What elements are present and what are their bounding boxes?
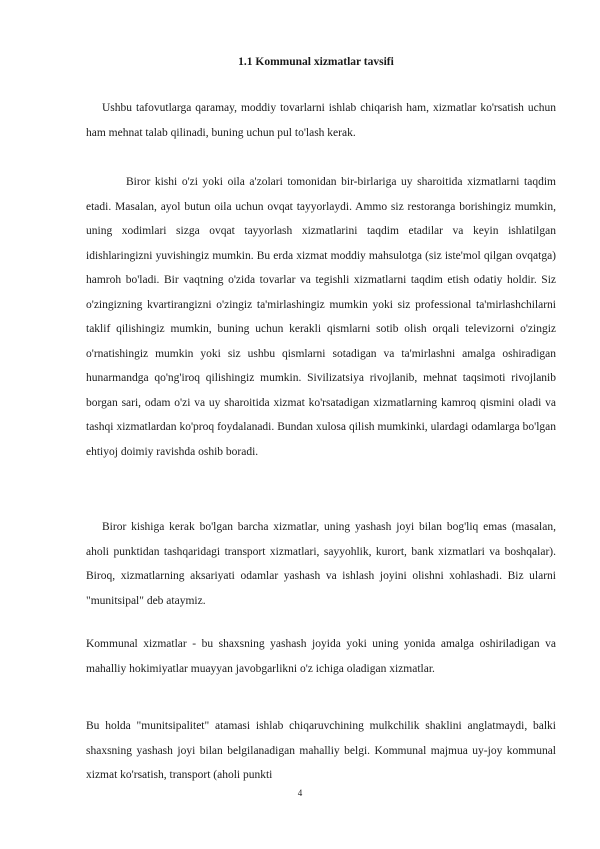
paragraph-3: Biror kishiga kerak bo'lgan barcha xizmatlar, uning yashash joyi bilan bog'liq emas (masalan, aholi punktidan tashqaridagi transport xizmatlari, sayyohlik, kurort, bank xizmatlari va boshqalar). Biroq, xizmatlarning aksariyati odamlar yashash va ishlash joyini olishni xohlashadi. Biz ularni "munitsipal" deb ataymiz. [86,521,556,607]
paragraph-4: Kommunal xizmatlar - bu shaxsning yashash joyida yoki uning yonida amalga oshiriladigan va mahalliy hokimiyatlar muayyan javobgarlikni o'z ichiga oladigan xizmatlar. [86,638,556,675]
paragraph-1: Ushbu tafovutlarga qaramay, moddiy tovarlarni ishlab chiqarish ham, xizmatlar ko'rsatish uchun ham mehnat talab qilinadi, buning uchun pul to'lash kerak. [86,102,556,139]
paragraph-2: Biror kishi o'zi yoki oila a'zolari tomonidan bir-birlariga uy sharoitida xizmatlarni taqdim etadi. Masalan, ayol butun oila uchun ovqat tayyorlaydi. Ammo siz restoranga borishingiz mumkin, uning xodimlari sizga ovqat tayyorlash xizmatlarini taqdim etadilar va keyin ishlatilgan idishlaringizni yuvishingiz mumkin. Bu erda xizmat moddiy mahsulotga (siz iste'mol qilgan ovqatga) hamroh bo'ladi. Bir vaqtning o'zida tovarlar va tegishli xizmatlarni taqdim etish odatiy holdir. Siz o'zingizning kvartirangizni o'zingiz ta'mirlashingiz mumkin yoki siz professional ta'mirlashchilarni taklif qilishingiz mumkin, buning uchun kerakli qismlarni sotib olish orqali televizorni o'zingiz o'rnatishingiz mumkin yoki siz ushbu qismlarni sotadigan va ta'mirlashni amalga oshiradigan hunarmandga qo'ng'iroq qilishingiz mumkin. Sivilizatsiya rivojlanib, mehnat taqsimoti rivojlanib borgan sari, odam o'zi va uy sharoitida xizmat ko'rsatadigan xizmatlarning kamroq qismini oladi va tashqi xizmatlardan ko'proq foydalanadi. Bundan xulosa qilish mumkinki, ulardagi odamlarga bo'lgan ehtiyoj doimiy ravishda oshib boradi. [86,176,556,458]
section-title: 1.1 Kommunal xizmatlar tavsifi [238,56,394,68]
paragraph-5: Bu holda "munitsipalitet" atamasi ishlab chiqaruvchining mulkchilik shaklini anglatmaydi, balki shaxsning yashash joyi bilan belgilanadigan mahalliy belgi. Kommunal majmua uy-joy kommunal xizmat ko'rsatish, transport (aholi punkti [86,720,556,781]
page-number: 4 [297,788,303,798]
